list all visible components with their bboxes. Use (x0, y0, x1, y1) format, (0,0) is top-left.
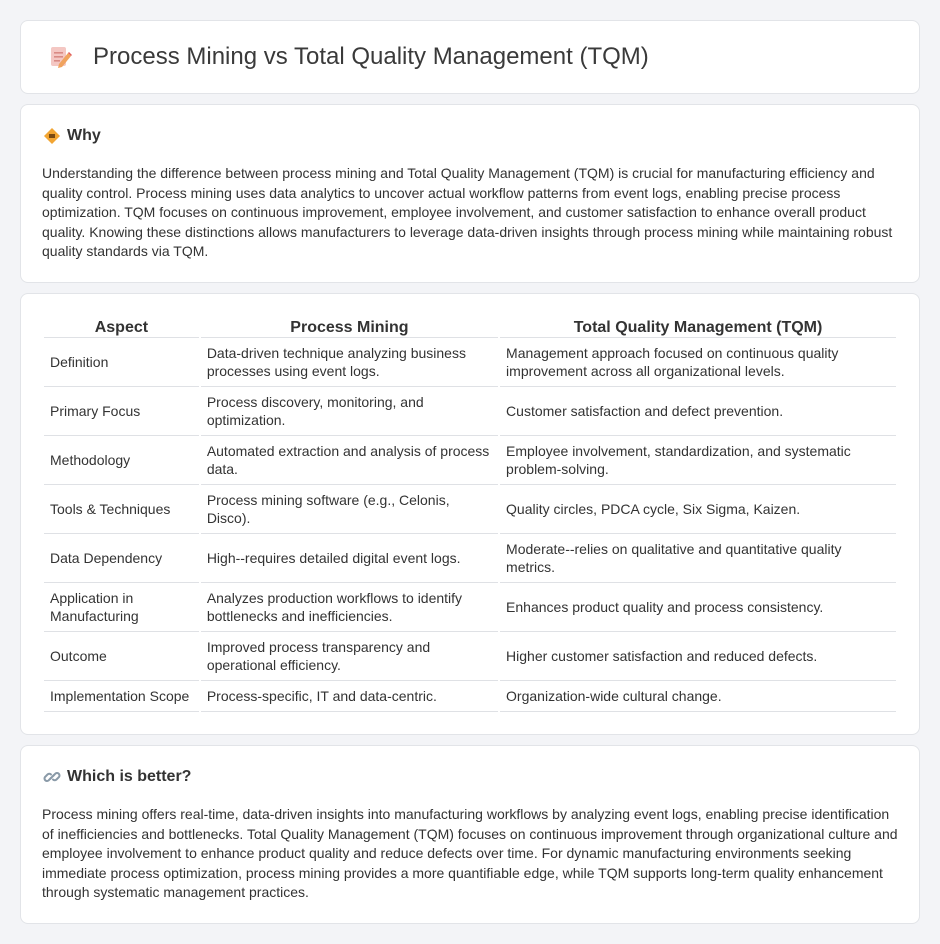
table-row (44, 338, 896, 387)
title-card (20, 20, 920, 94)
tqm-cell: Customer satisfaction and defect prevention. (500, 387, 896, 436)
table-row (44, 583, 896, 632)
aspect-cell: Definition (44, 338, 199, 387)
tqm-cell: Enhances product quality and process consistency. (500, 583, 896, 632)
process-mining-cell: Automated extraction and analysis of process data. (201, 436, 498, 485)
table-row (44, 387, 896, 436)
table-row (44, 534, 896, 583)
why-section (20, 104, 920, 283)
header-process-mining: Process Mining (201, 316, 498, 338)
comparison-section (20, 293, 920, 735)
process-mining-cell: Data-driven technique analyzing business processes using event logs. (201, 338, 498, 387)
tqm-cell: Quality circles, PDCA cycle, Six Sigma, Kaizen. (500, 485, 896, 534)
header-aspect: Aspect (44, 316, 199, 338)
aspect-cell: Application in Manufacturing (44, 583, 199, 632)
which-is-better-section (20, 745, 920, 924)
tqm-cell: Higher customer satisfaction and reduced defects. (500, 632, 896, 681)
header-tqm: Total Quality Management (TQM) (500, 316, 896, 338)
process-mining-cell: Process discovery, monitoring, and optimization. (201, 387, 498, 436)
process-mining-cell: Analyzes production workflows to identify bottlenecks and inefficiencies. (201, 583, 498, 632)
why-body: Understanding the difference between process mining and Total Quality Management (TQM) is crucial for manufacturing efficiency and quality control. Process mining uses data analytics to uncover actual workflow patterns from event logs, enabling precise process optimization. TQM focuses on continuous improvement, employee involvement, and customer satisfaction to enhance overall product quality. Knowing these distinctions allows manufacturers to leverage data-driven insights through process mining while maintaining robust quality standards via TQM. (42, 165, 893, 260)
process-mining-cell: Process-specific, IT and data-centric. (201, 681, 498, 712)
process-mining-cell: Process mining software (e.g., Celonis, Disco). (201, 485, 498, 534)
tqm-cell: Employee involvement, standardization, and systematic problem-solving. (500, 436, 896, 485)
diamond-sign-icon (43, 127, 61, 145)
comparison-table (42, 316, 898, 712)
table-row (44, 485, 896, 534)
tqm-cell: Organization-wide cultural change. (500, 681, 896, 712)
aspect-cell: Outcome (44, 632, 199, 681)
process-mining-cell: High--requires detailed digital event logs. (201, 534, 498, 583)
document-pencil-icon (47, 44, 73, 70)
tqm-cell: Management approach focused on continuous quality improvement across all organizational levels. (500, 338, 896, 387)
link-icon (43, 768, 61, 786)
page-title: Process Mining vs Total Quality Management (TQM) (93, 43, 649, 70)
table-row (44, 632, 896, 681)
aspect-cell: Data Dependency (44, 534, 199, 583)
which-is-better-title: Which is better? (67, 768, 192, 785)
table-row (44, 436, 896, 485)
aspect-cell: Primary Focus (44, 387, 199, 436)
table-row (44, 681, 896, 712)
table-header-row (44, 316, 896, 338)
aspect-cell: Methodology (44, 436, 199, 485)
aspect-cell: Tools & Techniques (44, 485, 199, 534)
process-mining-cell: Improved process transparency and operational efficiency. (201, 632, 498, 681)
why-title: Why (67, 127, 101, 144)
aspect-cell: Implementation Scope (44, 681, 199, 712)
which-is-better-body: Process mining offers real-time, data-driven insights into manufacturing workflows by analyzing event logs, enabling precise identification of inefficiencies and bottlenecks. Total Quality Management (TQM) focuses on continuous improvement through organizational culture and employee involvement to enhance product quality and reduce defects over time. For dynamic manufacturing environments seeking immediate process optimization, process mining provides a more quantifiable edge, while TQM supports long-term quality enhancement through systematic management practices. (42, 806, 898, 901)
tqm-cell: Moderate--relies on qualitative and quantitative quality metrics. (500, 534, 896, 583)
